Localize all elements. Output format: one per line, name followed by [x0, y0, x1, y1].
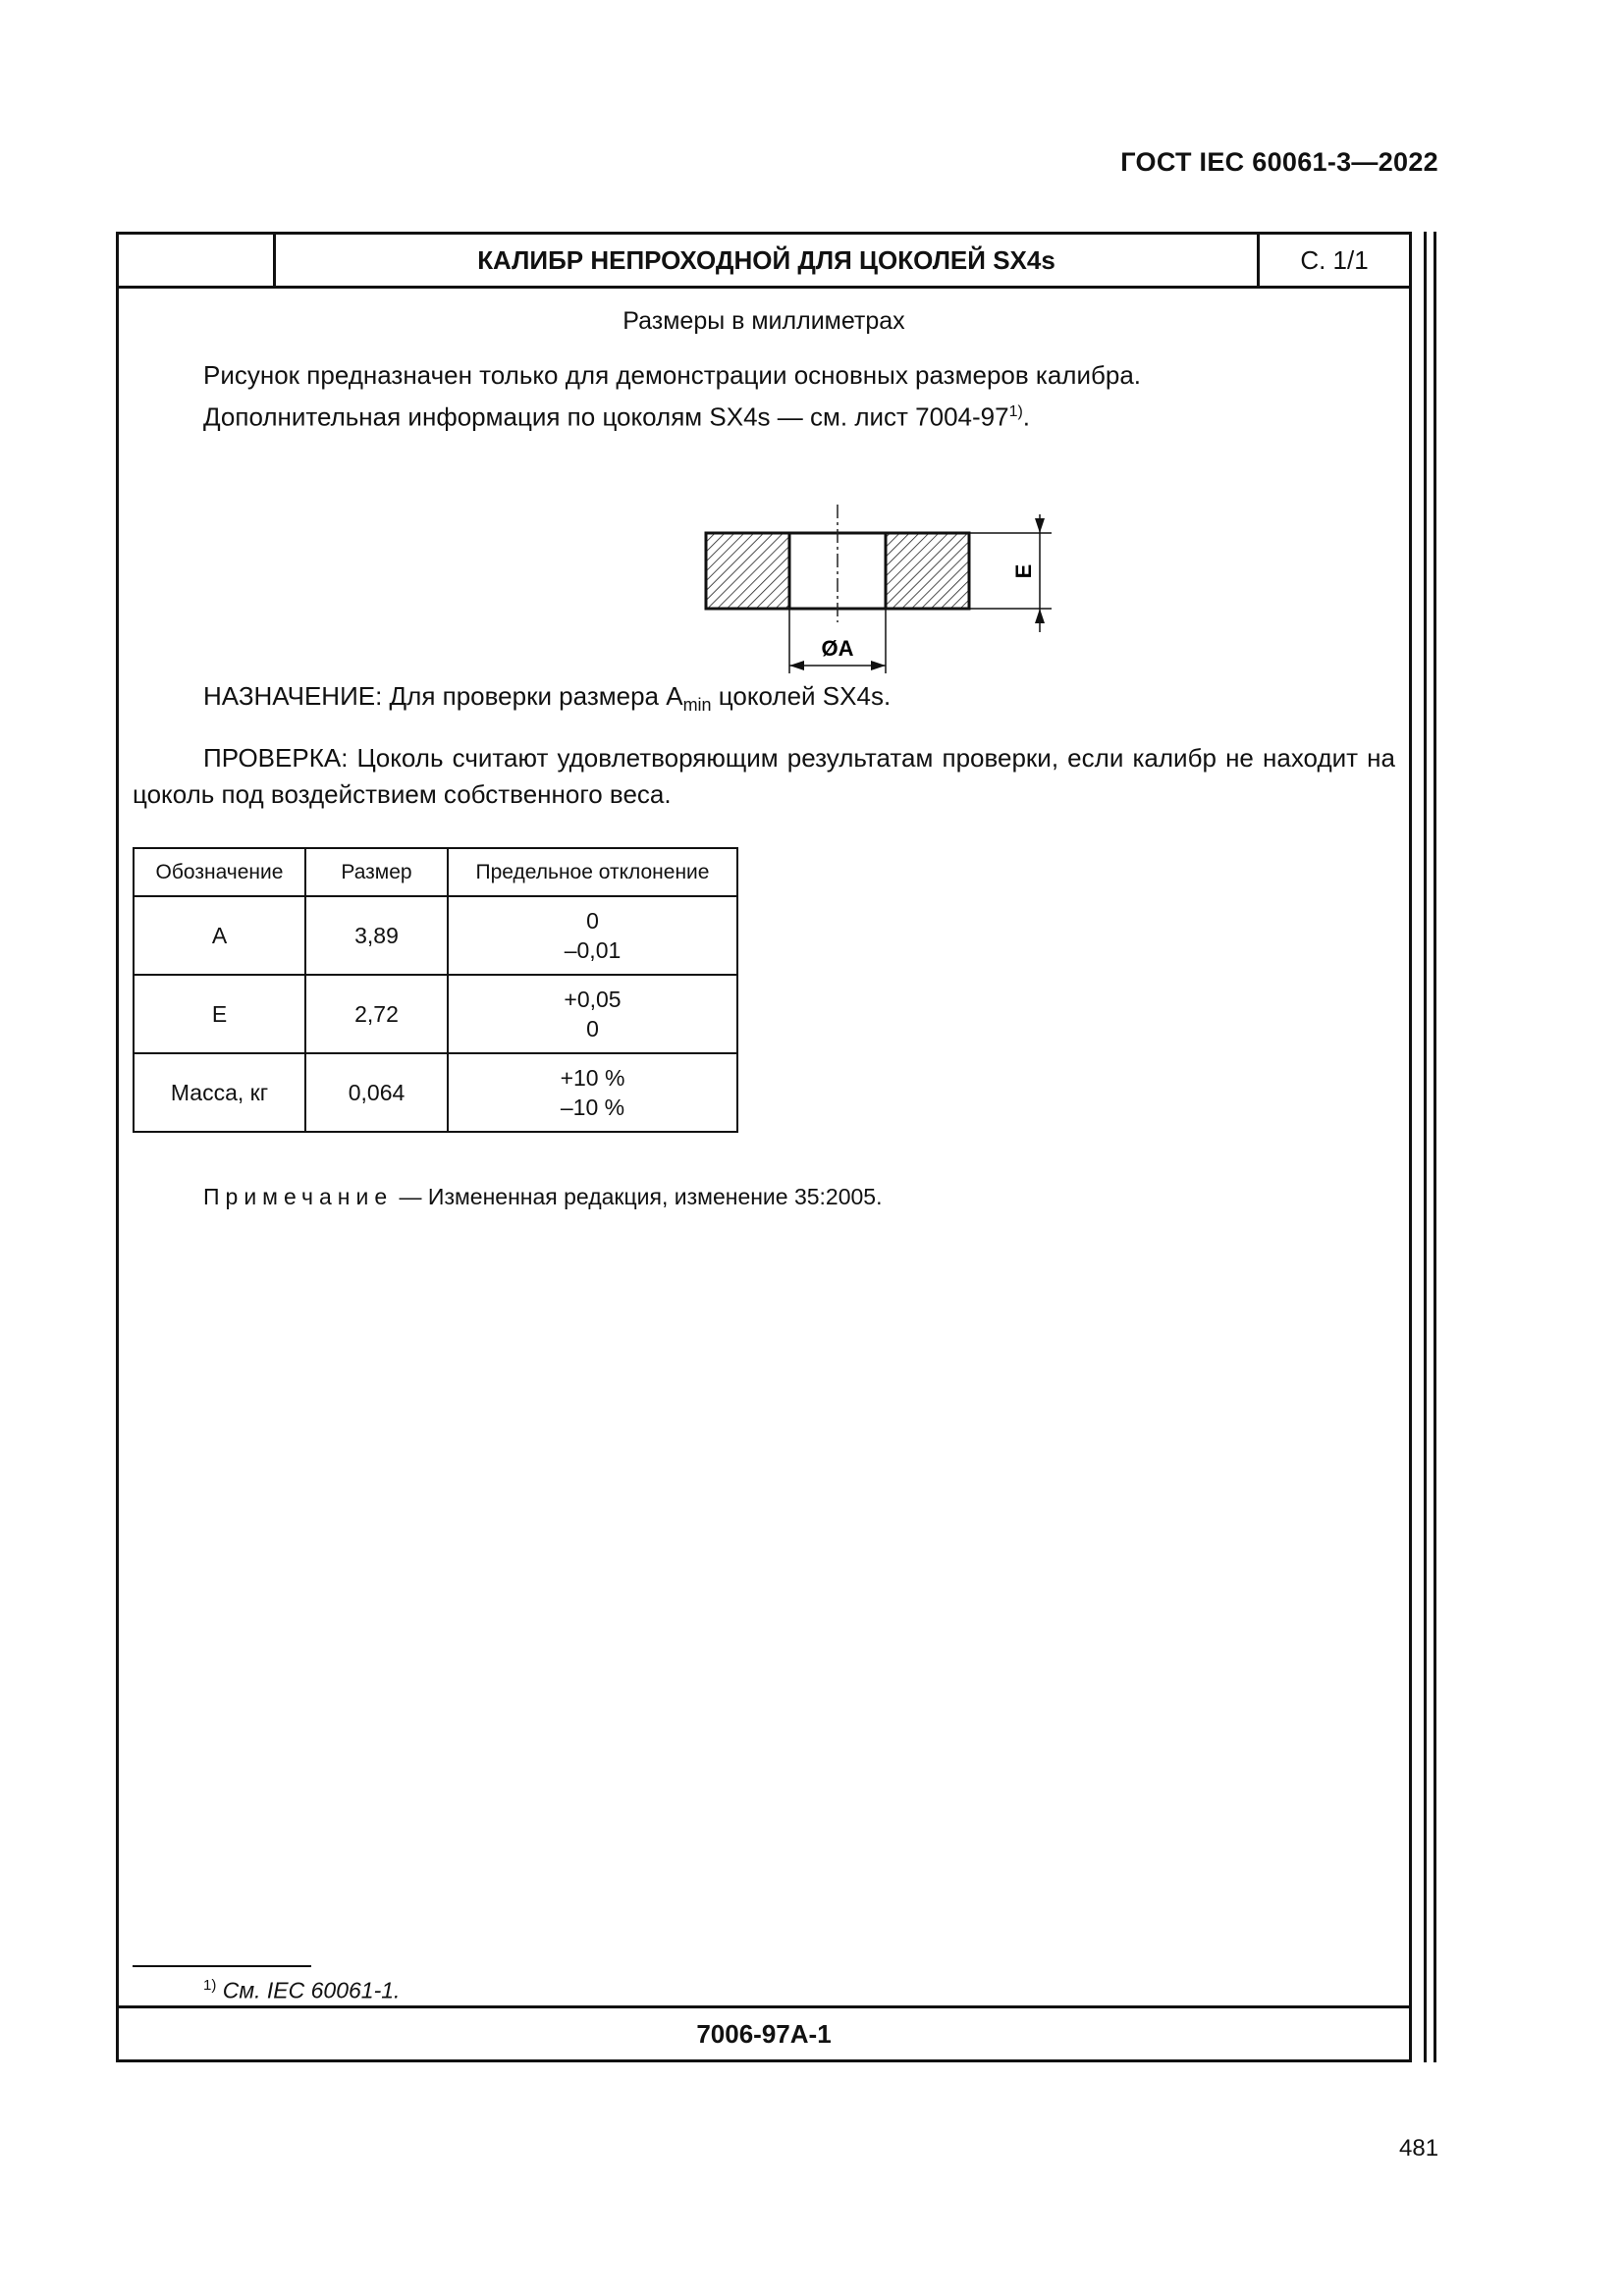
purpose-suffix: цоколей SX4s.	[711, 681, 892, 711]
title-row	[119, 235, 1409, 289]
footnote	[203, 1977, 400, 2004]
deviation-upper: +10 %	[560, 1065, 625, 1091]
gauge-drawing	[580, 446, 1091, 721]
table-header-row	[134, 848, 737, 896]
units-note: Размеры в миллиметрах	[622, 307, 905, 335]
cell-size: 3,89	[305, 896, 448, 975]
intro-footnote-ref: 1)	[1008, 403, 1023, 420]
intro-line-2-text: Дополнительная информация по цоколям SX4s — см. лист 7004-97	[203, 401, 1009, 432]
purpose-prefix: НАЗНАЧЕНИЕ: Для проверки размера A	[203, 681, 683, 711]
intro-line-2	[203, 394, 1141, 436]
intro-line-1: Рисунок предназначен только для демонстрации основных размеров калибра.	[203, 360, 1142, 390]
cell-size: 2,72	[305, 975, 448, 1053]
cell-deviation	[448, 896, 737, 975]
right-block	[886, 533, 969, 609]
footnote-rule	[133, 1965, 311, 1967]
a-arrow-left	[789, 661, 804, 670]
deviation-lower: 0	[586, 1016, 599, 1041]
table-row	[134, 896, 737, 975]
deviation-upper: 0	[586, 908, 599, 934]
standard-header: ГОСТ IEC 60061-3—2022	[1120, 147, 1438, 177]
sheet-frame	[116, 232, 1412, 2062]
header-symbol: Обозначение	[134, 848, 305, 896]
left-block	[706, 533, 789, 609]
page-number: 481	[1399, 2135, 1439, 2162]
deviation-lower: –0,01	[564, 937, 622, 963]
cell-symbol: A	[134, 896, 305, 975]
footnote-ref: 1)	[203, 1977, 217, 1994]
e-label: E	[1011, 563, 1036, 579]
cell-symbol: E	[134, 975, 305, 1053]
note	[203, 1184, 883, 1210]
deviation-lower: –10 %	[560, 1095, 625, 1120]
e-arrow-top	[1035, 518, 1045, 533]
intro-end: .	[1022, 401, 1031, 432]
note-label: Примечание	[203, 1184, 394, 1209]
check-text: ПРОВЕРКА: Цоколь считают удовлетворяющим результатам проверки, если калибр не находит на цоколь под воздействием собственного веса.	[133, 743, 1395, 809]
cell-size: 0,064	[305, 1053, 448, 1132]
cell-symbol: Масса, кг	[134, 1053, 305, 1132]
footnote-text: См. IEC 60061-1.	[216, 1977, 401, 2003]
frame-rail-outer-2	[1434, 232, 1436, 2062]
sheet-title: КАЛИБР НЕПРОХОДНОЙ ДЛЯ ЦОКОЛЕЙ SX4s	[276, 235, 1260, 286]
note-text: — Измененная редакция, изменение 35:2005.	[393, 1184, 883, 1209]
purpose-subscript: min	[682, 695, 712, 716]
title-blank-cell	[119, 235, 276, 286]
frame-rail-outer	[1424, 232, 1427, 2062]
cell-deviation	[448, 1053, 737, 1132]
a-arrow-right	[871, 661, 886, 670]
sheet-page: С. 1/1	[1300, 244, 1369, 275]
header-deviation: Предельное отклонение	[448, 848, 737, 896]
intro-text	[203, 356, 1141, 436]
header-size: Размер	[305, 848, 448, 896]
dimension-table	[133, 847, 738, 1133]
cell-deviation	[448, 975, 737, 1053]
sheet-id: 7006-97A-1	[119, 2005, 1409, 2059]
table-row	[134, 1053, 737, 1132]
e-arrow-bottom	[1035, 609, 1045, 623]
deviation-upper: +0,05	[564, 987, 622, 1012]
purpose-text	[203, 681, 891, 716]
table-row	[134, 975, 737, 1053]
a-label: ØA	[821, 636, 854, 661]
